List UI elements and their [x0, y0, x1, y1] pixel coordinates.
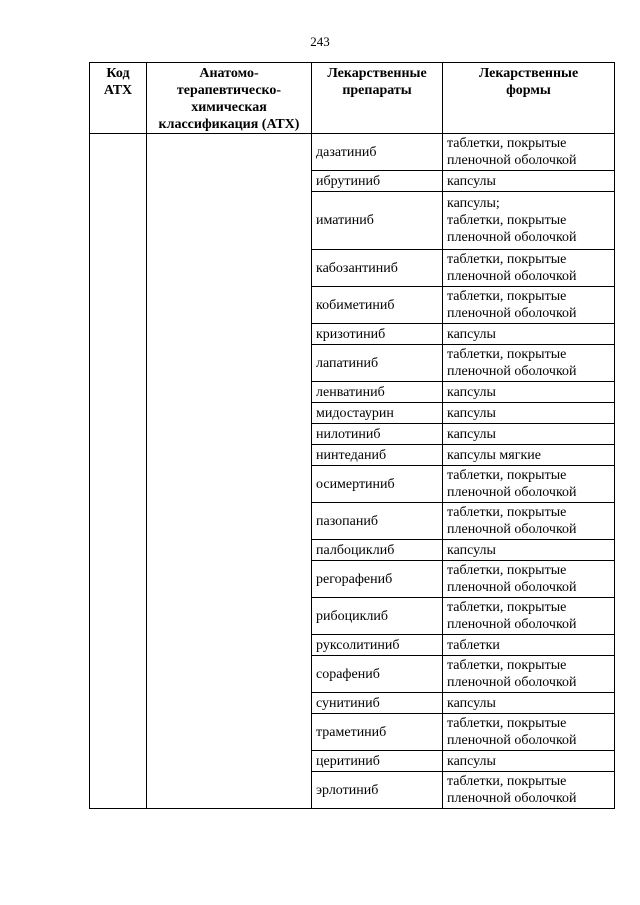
dosage-form-cell: таблетки, покрытые пленочной оболочкой — [443, 503, 615, 540]
dosage-form-cell: капсулы — [443, 382, 615, 403]
drug-name-cell: лапатиниб — [312, 345, 443, 382]
header-classification: Анатомо- терапевтическо- химическая классификация (АТХ) — [147, 63, 312, 134]
drug-name-cell: мидостаурин — [312, 403, 443, 424]
drug-name-cell: сунитиниб — [312, 693, 443, 714]
dosage-form-cell: таблетки — [443, 635, 615, 656]
dosage-form-cell: капсулы — [443, 171, 615, 192]
dosage-form-cell: таблетки, покрытые пленочной оболочкой — [443, 714, 615, 751]
drug-name-cell: сорафениб — [312, 656, 443, 693]
dosage-form-cell: таблетки, покрытые пленочной оболочкой — [443, 598, 615, 635]
drug-name-cell: регорафениб — [312, 561, 443, 598]
dosage-form-cell: таблетки, покрытые пленочной оболочкой — [443, 656, 615, 693]
dosage-form-cell: капсулы; таблетки, покрытые пленочной оболочкой — [443, 192, 615, 250]
dosage-form-cell: капсулы — [443, 324, 615, 345]
drug-name-cell: осимертиниб — [312, 466, 443, 503]
dosage-form-cell: капсулы — [443, 540, 615, 561]
dosage-form-cell: таблетки, покрытые пленочной оболочкой — [443, 772, 615, 809]
drug-name-cell: нинтеданиб — [312, 445, 443, 466]
dosage-form-cell: таблетки, покрытые пленочной оболочкой — [443, 287, 615, 324]
dosage-form-cell: капсулы мягкие — [443, 445, 615, 466]
drug-name-cell: кобиметиниб — [312, 287, 443, 324]
dosage-form-cell: таблетки, покрытые пленочной оболочкой — [443, 250, 615, 287]
dosage-form-cell: капсулы — [443, 403, 615, 424]
page-number: 243 — [310, 34, 330, 49]
dosage-form-cell: капсулы — [443, 751, 615, 772]
drug-name-cell: траметиниб — [312, 714, 443, 751]
dosage-form-cell: капсулы — [443, 424, 615, 445]
drug-name-cell: кризотиниб — [312, 324, 443, 345]
table-header-row — [90, 63, 615, 134]
drug-name-cell: рибоциклиб — [312, 598, 443, 635]
drug-name-cell: дазатиниб — [312, 134, 443, 171]
dosage-form-cell: капсулы — [443, 693, 615, 714]
drug-name-cell: ибрутиниб — [312, 171, 443, 192]
classification-cell — [147, 134, 312, 809]
header-code: Код АТХ — [90, 63, 147, 134]
dosage-form-cell: таблетки, покрытые пленочной оболочкой — [443, 134, 615, 171]
drug-name-cell: ленватиниб — [312, 382, 443, 403]
header-forms: Лекарственные формы — [443, 63, 615, 134]
drug-name-cell: палбоциклиб — [312, 540, 443, 561]
dosage-form-cell: таблетки, покрытые пленочной оболочкой — [443, 466, 615, 503]
drug-name-cell: иматиниб — [312, 192, 443, 250]
header-drugs: Лекарственные препараты — [312, 63, 443, 134]
dosage-form-cell: таблетки, покрытые пленочной оболочкой — [443, 345, 615, 382]
table-row — [90, 134, 615, 171]
drug-name-cell: эрлотиниб — [312, 772, 443, 809]
drug-name-cell: нилотиниб — [312, 424, 443, 445]
drug-name-cell: руксолитиниб — [312, 635, 443, 656]
drug-name-cell: кабозантиниб — [312, 250, 443, 287]
drug-name-cell: пазопаниб — [312, 503, 443, 540]
atx-table — [89, 62, 615, 809]
code-cell — [90, 134, 147, 809]
drug-name-cell: церитиниб — [312, 751, 443, 772]
dosage-form-cell: таблетки, покрытые пленочной оболочкой — [443, 561, 615, 598]
